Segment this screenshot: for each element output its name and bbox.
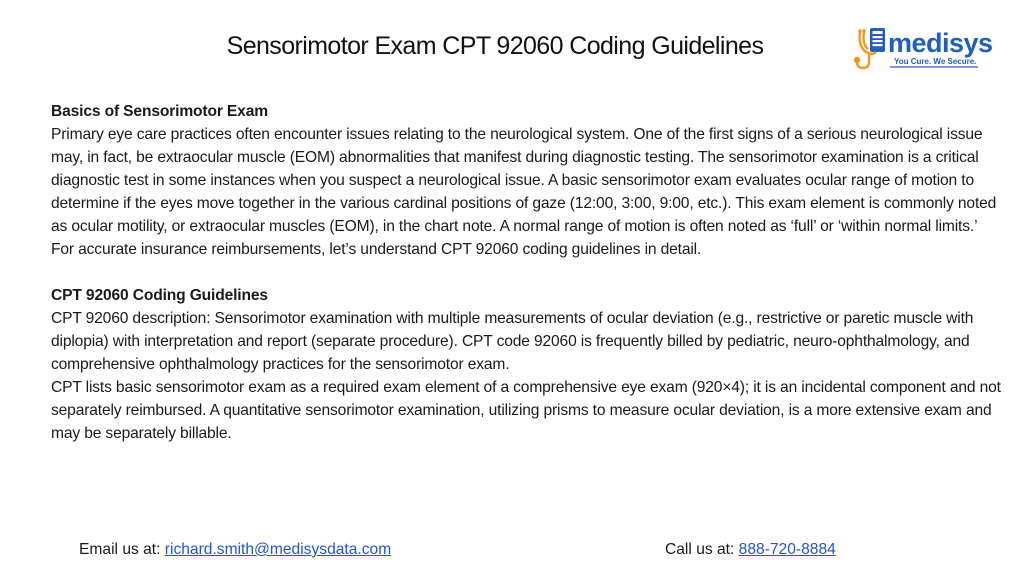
footer-phone [665,539,836,561]
section-paragraph: CPT 92060 description: Sensorimotor examination with multiple measurements of ocular deviation (e.g., restrictive or paretic muscle with diplopia) with interpretation and report (separate procedure). CPT code 92060 is frequently billed by pediatric, neuro-ophthalmology, and comprehensive ophthalmology practices for the sensorimotor exam. [51,310,974,373]
section-paragraph: CPT lists basic sensorimotor exam as a required exam element of a comprehensive eye exam (920×4); it is an incidental component and not separately reimbursed. A quantitative sensorimotor examination, utilizing prisms to measure ocular deviation, is a more extensive exam and may be separately billable. [51,379,1001,442]
page-title: Sensorimotor Exam CPT 92060 Coding Guidelines [226,32,764,60]
medisys-logo [850,22,1010,74]
footer-email [79,539,391,561]
section-paragraph: Primary eye care practices often encounter issues relating to the neurological system. One of the first signs of a serious neurological issue may, in fact, be extraocular muscle (EOM) abnormalities that manifest during diagnostic testing. The sensorimotor examination is a critical diagnostic test in some instances when you suspect a neurological issue. A basic sensorimotor exam evaluates ocular range of motion to determine if the eyes move together in the various cardinal positions of gaze (12:00, 3:00, 9:00, etc.). This exam element is commonly noted as ocular motility, or extraocular muscles (EOM), in the chart note. A normal range of motion is often noted as ‘full’ or ‘within normal limits.’ For accurate insurance reimbursements, let’s understand CPT 92060 coding guidelines in detail. [51,126,997,258]
stethoscope-tablet-icon [850,22,1010,74]
phone-label: Call us at: [665,541,739,558]
email-link[interactable]: richard.smith@medisysdata.com [164,541,392,558]
logo-tagline-text: You Cure. We Secure. [894,57,977,66]
phone-link[interactable]: 888-720-8884 [738,541,836,558]
email-label: Email us at: [79,541,165,558]
logo-brand-text: medisys [888,28,993,58]
article-body [51,100,1001,445]
section-heading: CPT 92060 Coding Guidelines [51,287,268,304]
section-heading: Basics of Sensorimotor Exam [51,103,268,120]
